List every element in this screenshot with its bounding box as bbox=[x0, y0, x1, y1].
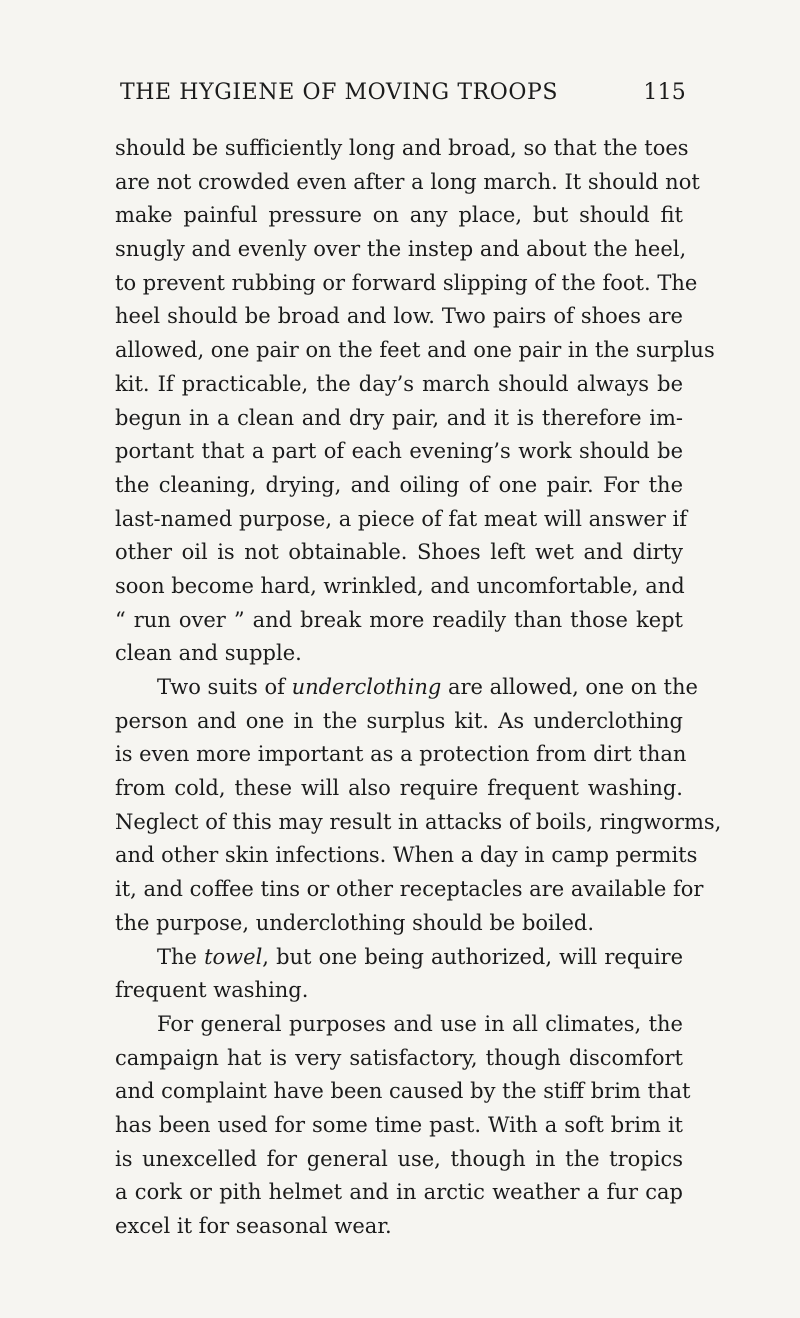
text-line: heel should be broad and low. Two pairs of shoes are bbox=[115, 304, 683, 329]
text-fragment: , but one being authorized, will require bbox=[262, 944, 684, 969]
text-fragment: Two suits of bbox=[157, 675, 292, 699]
page-number: 115 bbox=[643, 80, 686, 105]
text-fragment: The bbox=[157, 944, 205, 969]
paragraph-first-line: For general purposes and use in all climates, the bbox=[157, 1011, 683, 1036]
paragraph-first-line bbox=[115, 941, 683, 975]
text-line: snugly and evenly over the instep and about the heel, bbox=[115, 237, 687, 262]
text-line: from cold, these will also require frequent washing. bbox=[115, 776, 683, 801]
text-line: portant that a part of each evening’s work should be bbox=[115, 439, 683, 464]
text-line: the cleaning, drying, and oiling of one pair. For the bbox=[115, 472, 683, 497]
text-line: to prevent rubbing or forward slipping of the foot. The bbox=[115, 270, 698, 295]
text-line: Neglect of this may result in attacks of boils, ringworms, bbox=[115, 809, 722, 834]
text-line: excel it for seasonal wear. bbox=[115, 1214, 392, 1238]
text-line: allowed, one pair on the feet and one pair in the surplus bbox=[115, 338, 715, 363]
text-line: last-named purpose, a piece of fat meat will answer if bbox=[115, 506, 688, 531]
text-line: should be sufficiently long and broad, so that the toes bbox=[115, 136, 689, 160]
italic-term: underclothing bbox=[291, 675, 442, 699]
running-title: THE HYGIENE OF MOVING TROOPS bbox=[120, 80, 559, 105]
book-page bbox=[115, 78, 722, 1238]
body-text bbox=[115, 132, 722, 1244]
text-line: other oil is not obtainable. Shoes left wet and dirty bbox=[115, 540, 683, 565]
text-line: “ run over ” and break more readily than those kept bbox=[115, 607, 683, 632]
text-line: soon become hard, wrinkled, and uncomfortable, and bbox=[115, 573, 685, 598]
text-line: is even more important as a protection from dirt than bbox=[115, 742, 687, 767]
italic-term: towel bbox=[204, 944, 263, 969]
text-line: is unexcelled for general use, though in the tropics bbox=[115, 1146, 683, 1171]
text-line: and other skin infections. When a day in camp permits bbox=[115, 843, 698, 868]
text-line: frequent washing. bbox=[115, 978, 309, 1003]
text-fragment: are allowed, one on the bbox=[441, 675, 698, 699]
text-line: and complaint have been caused by the stiff brim that bbox=[115, 1079, 691, 1104]
text-line: it, and coffee tins or other receptacles are available for bbox=[115, 877, 704, 902]
paragraph-first-line bbox=[115, 671, 698, 705]
text-line: make painful pressure on any place, but should fit bbox=[115, 203, 683, 228]
text-line: a cork or pith helmet and in arctic weather a fur cap bbox=[115, 1180, 683, 1205]
text-line: has been used for some time past. With a soft brim it bbox=[115, 1112, 683, 1137]
text-line: are not crowded even after a long march. It should not bbox=[115, 169, 700, 194]
text-line: kit. If practicable, the day’s march should always be bbox=[115, 371, 683, 396]
text-line: the purpose, underclothing should be boiled. bbox=[115, 910, 595, 935]
text-line: person and one in the surplus kit. As underclothing bbox=[115, 708, 683, 733]
page-header bbox=[120, 78, 686, 108]
text-line: clean and supple. bbox=[115, 641, 302, 666]
text-line: begun in a clean and dry pair, and it is therefore im- bbox=[115, 405, 683, 430]
text-line: campaign hat is very satisfactory, though discomfort bbox=[115, 1045, 683, 1070]
